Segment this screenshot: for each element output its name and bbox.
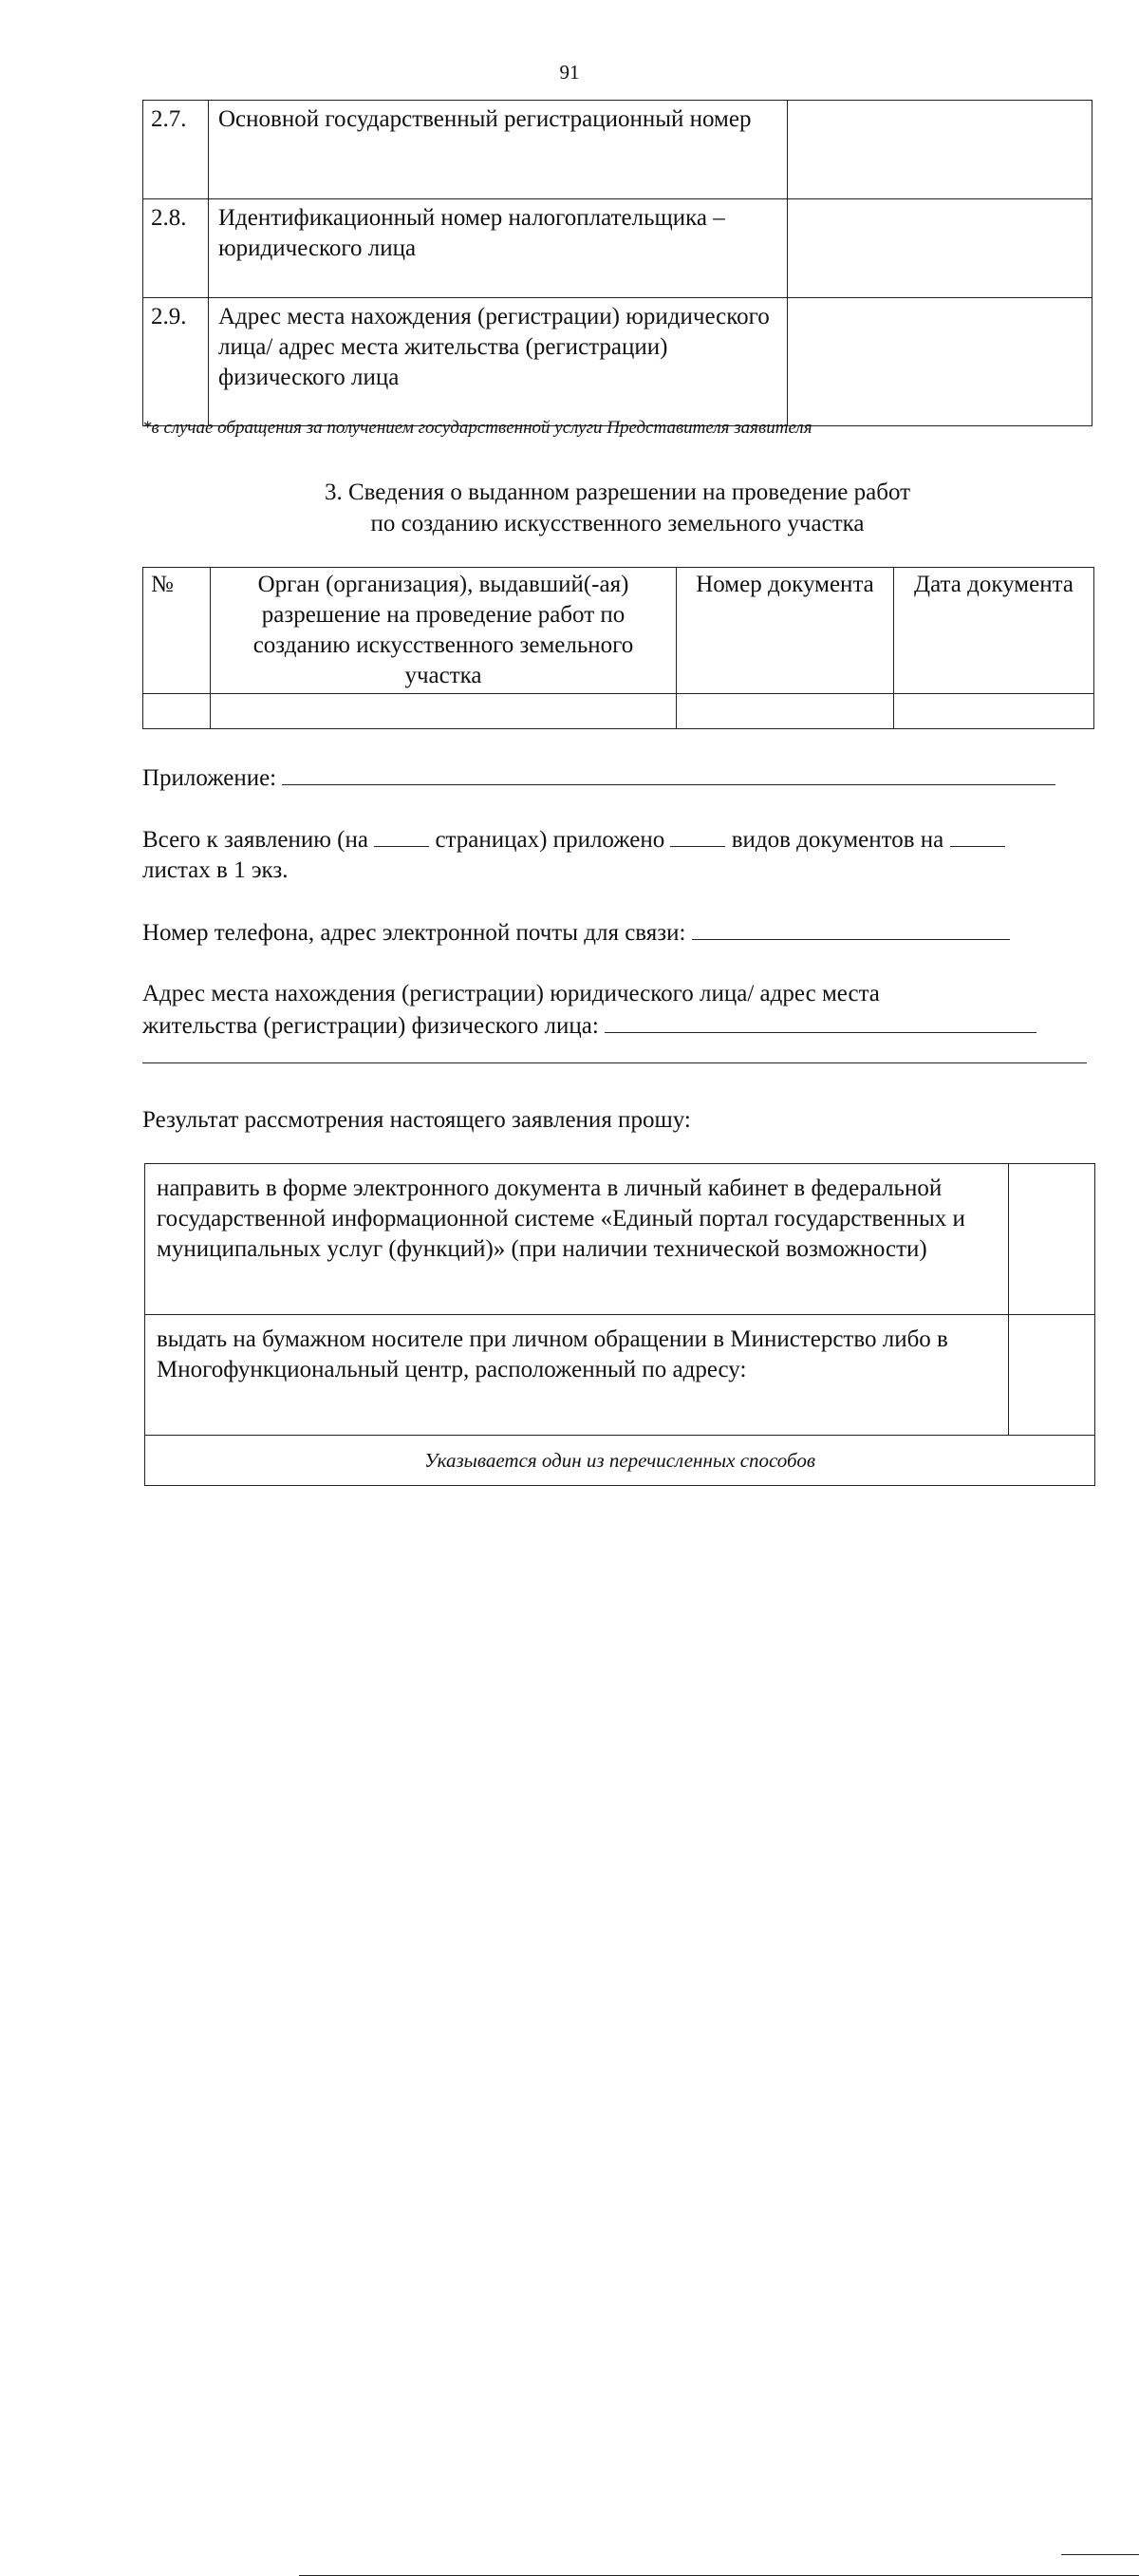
empty-cell[interactable] [894, 694, 1094, 729]
phone-line [142, 916, 1010, 949]
option-electronic-checkbox[interactable] [1009, 1164, 1095, 1315]
table-header-row [143, 568, 1094, 694]
doc-types-blank[interactable] [670, 823, 725, 847]
empty-cell[interactable] [677, 694, 894, 729]
permit-table [142, 567, 1094, 729]
row-number: 2.8. [143, 199, 209, 298]
section-title-line: по созданию искусственного земельного участка [142, 508, 1092, 539]
office-address-line[interactable] [299, 2575, 1139, 2576]
table-row [145, 1164, 1095, 1315]
row-label: Адрес места нахождения (регистрации) юридического лица/ адрес места жительства (регистрации) физического лица [209, 298, 788, 426]
option-electronic [145, 1164, 1009, 1315]
footnote: *в случае обращения за получением государственной услуги Представителя заявителя [142, 418, 812, 439]
header-number: № [143, 568, 211, 694]
address-line-2 [142, 1009, 1036, 1042]
ogrn-value-cell[interactable] [788, 101, 1092, 199]
attachment-label: Приложение: [142, 765, 276, 791]
table-row [143, 298, 1092, 426]
row-label: Основной государственный регистрационный номер [209, 101, 788, 199]
row-number: 2.9. [143, 298, 209, 426]
empty-cell[interactable] [143, 694, 211, 729]
result-label: Результат рассмотрения настоящего заявления прошу: [142, 1104, 691, 1136]
total-text-a: Всего к заявлению (на [142, 827, 368, 853]
total-line [142, 823, 1005, 856]
phone-label: Номер телефона, адрес электронной почты для связи: [142, 920, 685, 946]
header-doc-number: Номер документа [677, 568, 894, 694]
header-issuer: Орган (организация), выдавший(-ая) разрешение на проведение работ по созданию искусственного земельного участка [211, 568, 677, 694]
header-doc-date: Дата документа [894, 568, 1094, 694]
table-row [145, 1315, 1095, 1436]
table-row [143, 199, 1092, 298]
row-number: 2.7. [143, 101, 209, 199]
pages-blank[interactable] [374, 823, 429, 847]
phone-blank[interactable] [692, 916, 1010, 940]
address-label: жительства (регистрации) физического лица: [142, 1013, 599, 1039]
total-line-2: листах в 1 экз. [142, 855, 289, 886]
address-blank-line[interactable] [142, 1062, 1087, 1063]
option-paper [145, 1315, 1009, 1436]
section-title-line: 3. Сведения о выданном разрешении на проведение работ [142, 477, 1092, 508]
office-address-blank[interactable] [1061, 2531, 1139, 2555]
section-3-title [142, 477, 1092, 539]
table-row [145, 1436, 1095, 1486]
result-options-table [144, 1163, 1095, 1486]
total-text-b: страницах) приложено [435, 827, 664, 853]
table-row [143, 694, 1094, 729]
option-text: направить в форме электронного документа в личный кабинет в федеральной государственной информационной системе «Единый портал государственных и муниципальных услуг (функций)» (при наличии технической возможности) [157, 1174, 997, 1265]
attachment-blank[interactable] [282, 762, 1055, 785]
options-note: Указывается один из перечисленных способов [145, 1436, 1095, 1486]
table-row [143, 101, 1092, 199]
option-text: выдать на бумажном носителе при личном обращении в Министерство либо в Многофункциональный центр, расположенный по адресу: [157, 1325, 997, 1385]
page-number: 91 [0, 61, 1139, 85]
option-paper-checkbox[interactable] [1009, 1315, 1095, 1436]
address-line-1: Адрес места нахождения (регистрации) юридического лица/ адрес места [142, 978, 880, 1009]
address-value-cell[interactable] [788, 298, 1092, 426]
row-label: Идентификационный номер налогоплательщика – юридического лица [209, 199, 788, 298]
total-text-c: видов документов на [732, 827, 944, 853]
inn-value-cell[interactable] [788, 199, 1092, 298]
address-blank[interactable] [605, 1009, 1036, 1033]
applicant-details-table [142, 100, 1092, 426]
attachment-line [142, 762, 1055, 794]
empty-cell[interactable] [211, 694, 677, 729]
sheets-blank[interactable] [950, 823, 1005, 847]
